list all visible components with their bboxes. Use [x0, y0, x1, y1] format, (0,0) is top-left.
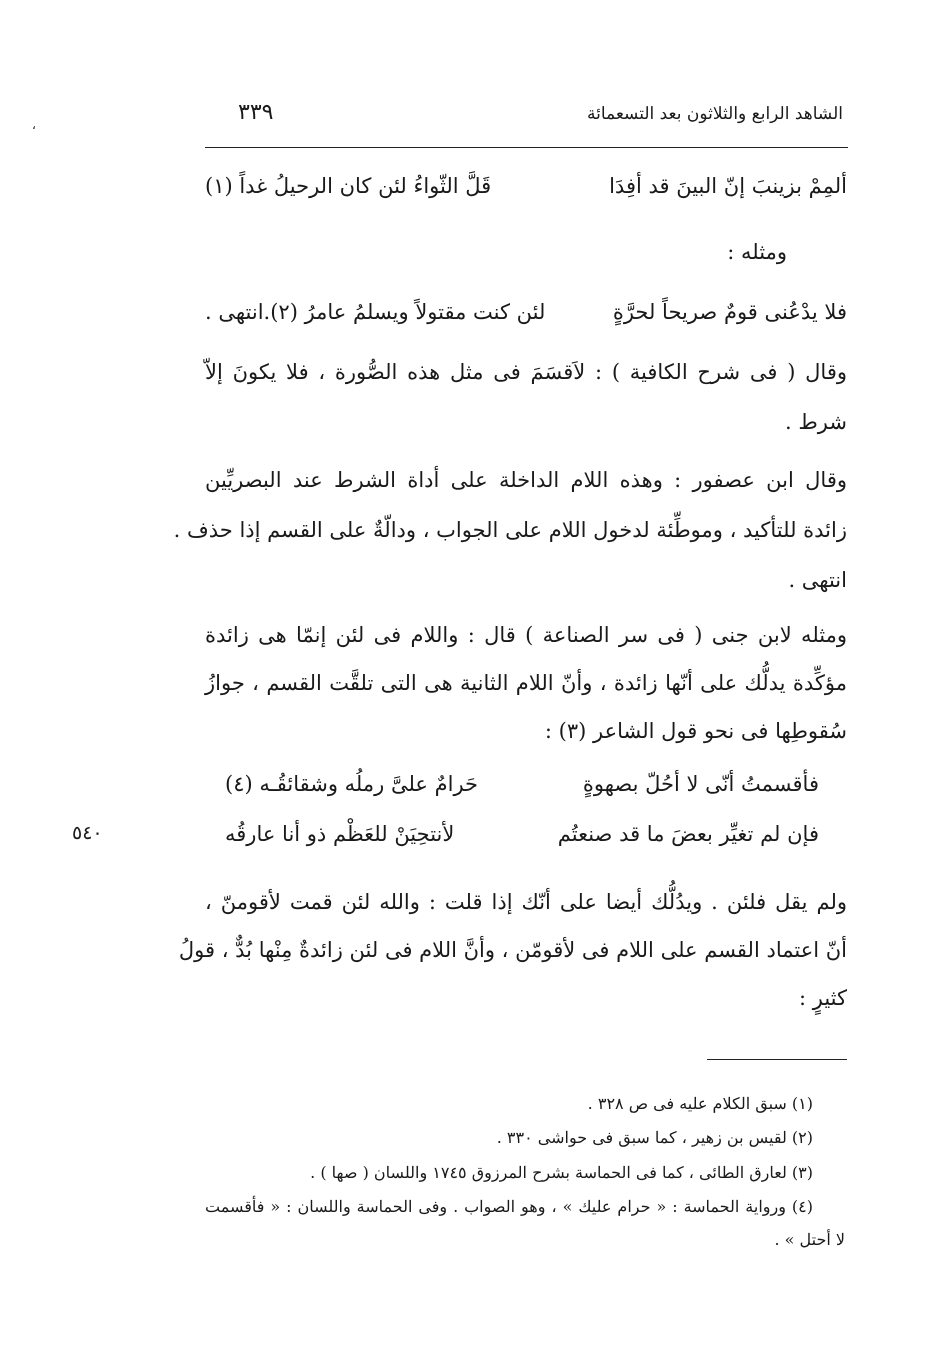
verse-1-first-hemistich: ألمِمْ بزينبَ إنّ البينَ قد أفِدَا	[609, 174, 847, 198]
footnote-1: (١) سبق الكلام عليه فى ص ٣٢٨ .	[587, 1094, 813, 1113]
footnote-4-line-1: (٤) ورواية الحماسة : « حرام عليك » ، وهو الصواب . وفى الحماسة واللسان : « فأقسمت	[205, 1197, 813, 1216]
text-line: أنّ اعتماد القسم على اللام فى لأقومّن ، وأنَّ اللام فى لئن زائدةٌ مِنْها بُدٌّ ، قولُ	[178, 938, 847, 962]
text-line: ولم يقل فلئن . ويدُلُّك أيضا على أنّك إذا قلت : والله لئن قمت لأقومنّ ،	[205, 890, 847, 914]
text-line: انتهى .	[788, 568, 847, 592]
footnote-4-line-2: لا أحتل » .	[774, 1230, 845, 1249]
verse-3-first-hemistich: فأقسمتُ أنّى لا أحُلّ بصهوةٍ	[582, 772, 819, 796]
text-line: مؤكِّدة يدلُّك على أنّها زائدة ، وأنّ اللام الثانية هى التى تلقَّت القسم ، جوازُ	[205, 671, 847, 695]
verse-4-second-hemistich: لأنتحِيَنْ للعَظْم ذو أنا عارقُه	[225, 822, 455, 846]
text-line: شرط .	[785, 410, 847, 434]
verse-2-first-hemistich: فلا يدْعُنى قومٌ صريحاً لحرَّةٍ	[612, 300, 847, 324]
verse-1-second-hemistich: قَلَّ الثّواءُ لئن كان الرحيلُ غداً (١)	[205, 174, 492, 198]
footnote-divider	[707, 1059, 847, 1060]
page-number: ٣٣٩	[238, 100, 274, 125]
text-line: ومثله :	[727, 240, 787, 264]
footnote-3: (٣) لعارق الطائى ، كما فى الحماسة بشرح المرزوق ١٧٤٥ واللسان ( صها ) .	[310, 1163, 813, 1182]
text-line: كثيرٍ :	[798, 986, 847, 1010]
margin-mark: ،	[32, 118, 36, 132]
main-text	[173, 0, 847, 1040]
verse-4-first-hemistich: فإن لم تغيِّر بعضَ ما قد صنعتُم	[557, 822, 819, 846]
footnote-2: (٢) لقيس بن زهير ، كما سبق فى حواشى ٣٣٠ .	[496, 1128, 813, 1147]
running-header-title: الشاهد الرابع والثلاثون بعد التسعمائة	[586, 104, 843, 124]
text-line: سُقوطِها فى نحو قول الشاعر (٣) :	[544, 719, 847, 743]
verse-3-second-hemistich: حَرامٌ علىَّ رملُه وشقائقُـه (٤)	[225, 772, 479, 796]
verse-2-second-hemistich: لئن كنت مقتولاً ويسلمُ عامرُ (٢).انتهى .	[205, 300, 546, 324]
text-line: ومثله لابن جنى ( فى سر الصناعة ) قال : واللام فى لئن إنمّا هى زائدة	[205, 623, 847, 647]
text-line: وقال ابن عصفور : وهذه اللام الداخلة على أداة الشرط عند البصريِّين	[205, 468, 847, 492]
margin-reference-number: ٥٤٠	[72, 822, 103, 844]
text-line: زائدة للتأكيد ، وموطِّئة لدخول اللام على الجواب ، ودالّةٌ على القسم إذا حذف .	[173, 518, 847, 542]
text-line: وقال ( فى شرح الكافية ) : لاَقسَمَ فى مثل هذه الصُّورة ، فلا يكونَ إلاّ	[205, 360, 847, 384]
